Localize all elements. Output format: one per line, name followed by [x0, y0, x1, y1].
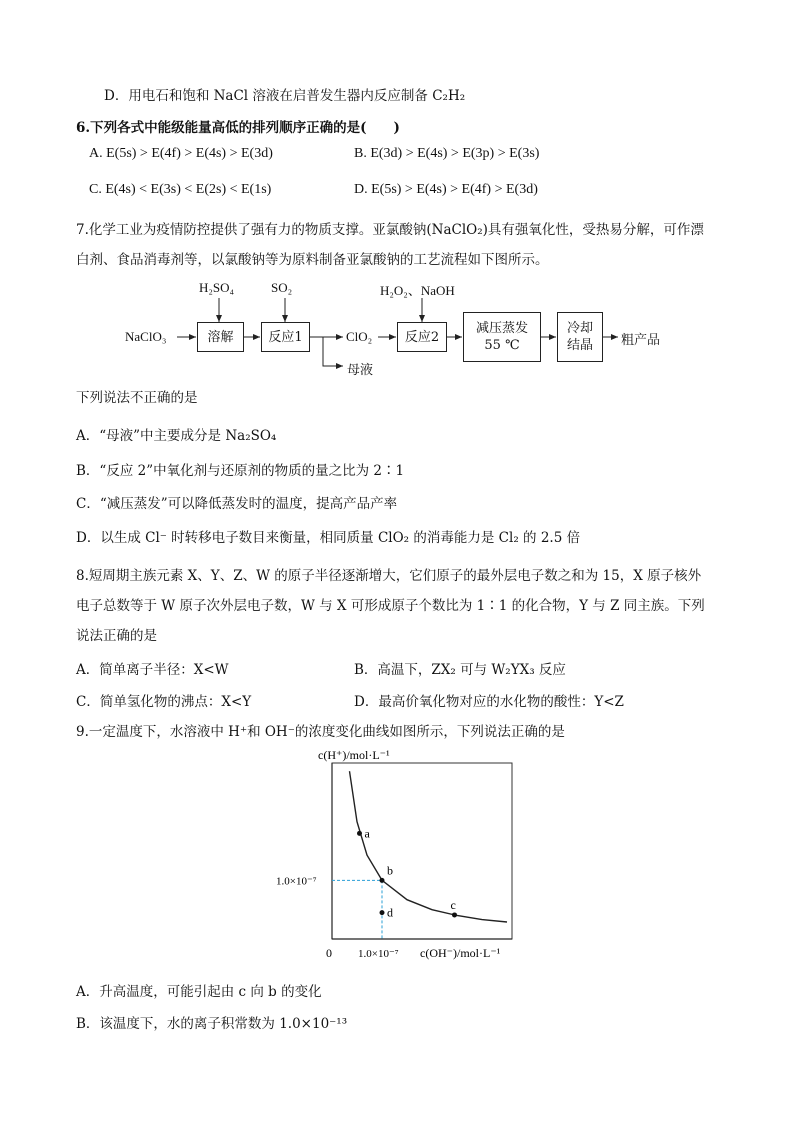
reagent-so2: SO₂ [271, 280, 293, 295]
box-cool-crystallize [557, 312, 603, 362]
q7-stem-line1: 7.化学工业为疫情防控提供了强有力的物质支撑。亚氯酸钠(NaClO₂)具有强氧化性，受热易分解，可作漂 [76, 222, 704, 238]
series-curve [350, 771, 508, 922]
q8-option-c: C．简单氢化物的沸点：X<Y [76, 694, 252, 710]
point-label-c: c [450, 897, 456, 912]
q7-option-a: A．“母液”中主要成分是 Na₂SO₄ [76, 428, 277, 444]
q7-option-d: D．以生成 Cl⁻ 时转移电子数目来衡量，相同质量 ClO₂ 的消毒能力是 Cl₂ 的 2.5 倍 [76, 530, 581, 546]
q9-option-a: A．升高温度，可能引起由 c 向 b 的变化 [76, 984, 322, 1000]
box-vacuum-line1: 减压蒸发 [475, 321, 528, 336]
q9-option-b: B．该温度下，水的离子积常数为 1.0×10⁻¹³ [76, 1016, 348, 1032]
q7-option-c: C．“减压蒸发”可以降低蒸发时的温度，提高产品产率 [76, 496, 398, 512]
q5-option-d: D．用电石和饱和 NaCl 溶液在启普发生器内反应制备 C₂H₂ [104, 88, 466, 104]
q6-option-c: C. E(4s) < E(3s) < E(2s) < E(1s) [89, 182, 272, 197]
q8-stem-line2: 电子总数等于 W 原子次外层电子数，W 与 X 可形成原子个数比为 1∶1 的化合物，Y 与 Z 同主族。下列 [76, 598, 705, 614]
q6-option-b: B. E(3d) > E(4s) > E(3p) > E(3s) [354, 146, 540, 161]
q9-stem: 9.一定温度下，水溶液中 H⁺和 OH⁻的浓度变化曲线如图所示，下列说法正确的是 [76, 724, 565, 740]
start-naclo3: NaClO₃ [125, 329, 167, 344]
q8-option-b: B．高温下，ZX₂ 可与 W₂YX₃ 反应 [354, 662, 566, 678]
point-a [357, 831, 362, 836]
box-vacuum-line2: 55 ℃ [484, 338, 520, 353]
reagent-h2o2-naoh: H₂O₂、NaOH [380, 283, 455, 298]
box-vacuum-evaporation [463, 312, 541, 362]
q8-option-a: A．简单离子半径：X<W [76, 662, 229, 678]
point-label-b: b [387, 863, 393, 878]
x-tick-label: 1.0×10⁻⁷ [358, 948, 399, 960]
q7-stem-line2: 白剂、食品消毒剂等，以氯酸钠等为原料制备亚氯酸钠的工艺流程如下图所示。 [76, 252, 549, 268]
box-reaction1: 反应1 [261, 322, 310, 352]
q7-option-b: B．“反应 2”中氧化剂与还原剂的物质的量之比为 2∶1 [76, 463, 405, 479]
point-label-a: a [364, 826, 370, 841]
end-crude-product: 粗产品 [621, 332, 661, 347]
point-d [380, 910, 385, 915]
ion-concentration-chart [270, 745, 530, 970]
point-label-d: d [387, 905, 393, 920]
q8-option-d: D．最高价氧化物对应的水化物的酸性：Y<Z [354, 694, 624, 710]
chart-points [357, 826, 457, 919]
q6-option-a: A. E(5s) > E(4f) > E(4s) > E(3d) [89, 146, 273, 161]
plot-frame [332, 763, 512, 939]
box-dissolve: 溶解 [197, 322, 244, 352]
q6-option-d: D. E(5s) > E(4s) > E(4f) > E(3d) [354, 182, 538, 197]
box-cool-line2: 结晶 [566, 338, 593, 353]
origin-label: 0 [326, 946, 332, 960]
byproduct-mother-liquor: 母液 [347, 362, 374, 377]
point-c [452, 912, 457, 917]
reagent-h2so4: H₂SO₄ [199, 280, 235, 295]
point-b [380, 878, 385, 883]
y-tick-label: 1.0×10⁻⁷ [276, 875, 317, 888]
q7-prompt: 下列说法不正确的是 [76, 390, 198, 406]
mid-clo2: ClO₂ [346, 329, 373, 344]
q8-stem-line1: 8.短周期主族元素 X、Y、Z、W 的原子半径逐渐增大，它们原子的最外层电子数之和为 15，X 原子核外 [76, 568, 702, 584]
q6-stem: 6.下列各式中能级能量高低的排列顺序正确的是( ) [76, 120, 400, 136]
box-reaction2: 反应2 [397, 322, 447, 352]
x-axis-label: c(OH⁻)/mol·L⁻¹ [420, 946, 501, 960]
q8-stem-line3: 说法正确的是 [76, 628, 157, 644]
box-cool-line1: 冷却 [566, 321, 593, 336]
y-axis-label: c(H⁺)/mol·L⁻¹ [318, 748, 390, 762]
